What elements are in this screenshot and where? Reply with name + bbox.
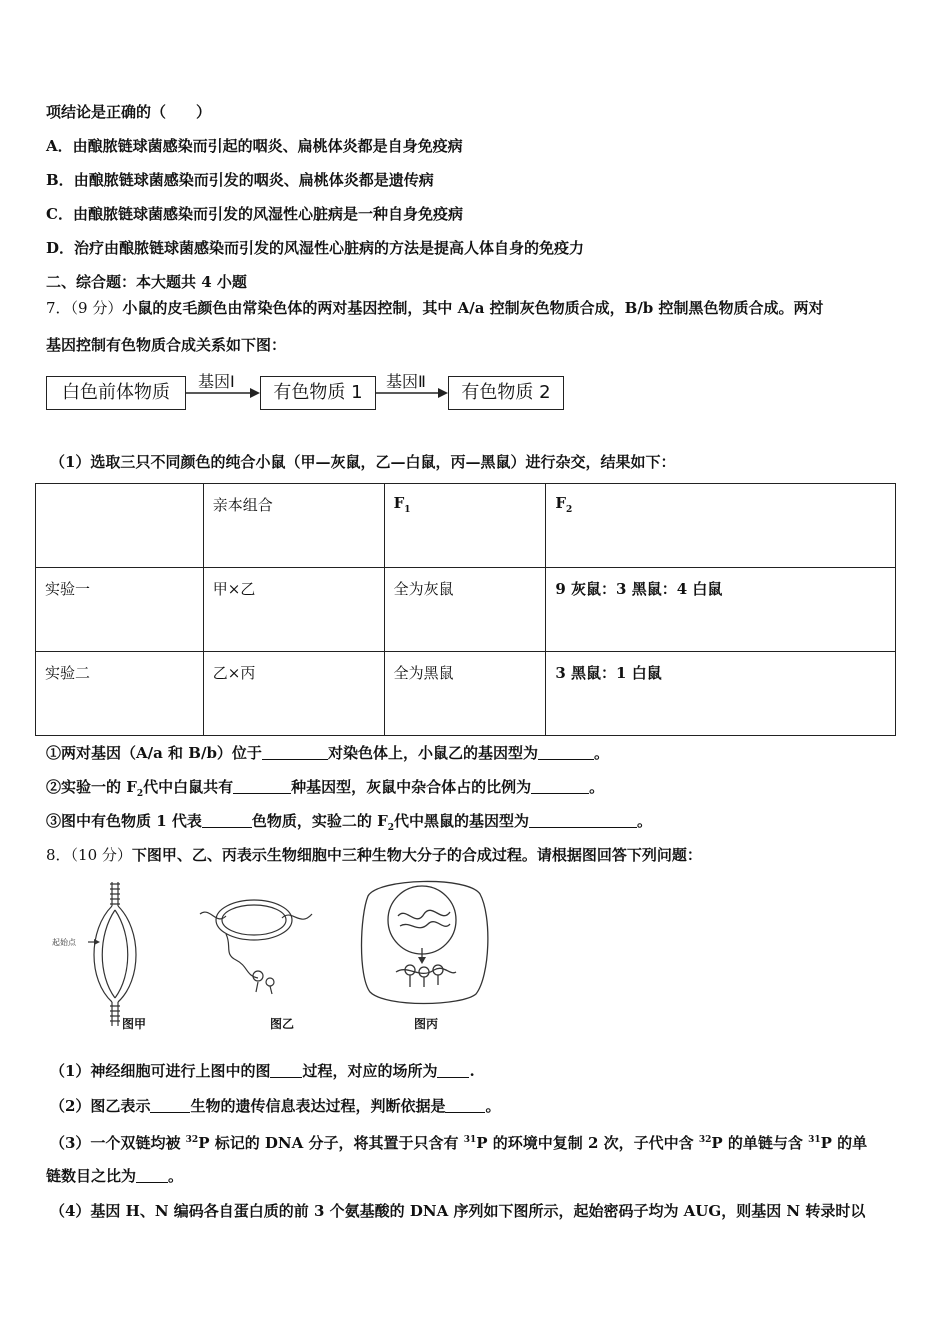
answer-blank[interactable] <box>529 813 637 828</box>
figure-transcription-translation <box>196 884 326 1004</box>
q7-question-2: ②实验一的 $F_2$代中白鼠共有 种基因型，灰鼠中杂合体占的比例为 。 <box>46 778 605 799</box>
q7-sub1-intro: （1）选取三只不同颜色的纯合小鼠（甲—灰鼠，乙—白鼠，丙—黑鼠）进行杂交，结果如下： <box>50 453 676 471</box>
q8-stem: 8．（10 分）下图甲、乙、丙表示生物细胞中三种生物大分子的合成过程。请根据图回答下列问题： <box>46 846 702 864</box>
q8-part-4: （4）基因 H、N 编码各自蛋白质的前 3 个氨基酸的 DNA 序列如下图所示，起始密码子均为 AUG，则基因 N 转录时以 <box>50 1202 866 1220</box>
table-cell: 9 灰鼠：3 黑鼠：4 白鼠 <box>546 568 896 652</box>
flow-label-gene-2: 基因Ⅱ <box>386 372 426 391</box>
table-header-f1: $F_1$ <box>384 484 546 568</box>
q7-question-3: ③图中有色物质 1 代表 色物质，实验二的 $F_2$代中黑鼠的基因型为 。 <box>46 812 653 833</box>
q7-stem-line2: 基因控制有色物质合成关系如下图： <box>46 336 287 354</box>
figure-caption-c: 图丙 <box>414 1017 439 1031</box>
table-cell: 全为灰鼠 <box>384 568 546 652</box>
table-row <box>36 652 896 736</box>
table-cell <box>36 484 204 568</box>
experiment-table <box>35 483 896 736</box>
q8-part-3-line1: （3）一个双链均被 $^{32}$P 标记的 DNA 分子，将其置于只含有 $^{31}$P 的环境中复制 2 次，子代中含 $^{32}$P 的单链与含 $^{31}$P 的单 <box>50 1134 868 1152</box>
flow-arrow-2 <box>376 384 448 404</box>
synthesis-flow-diagram <box>46 370 566 416</box>
q6-option-d: D．治疗由酿脓链球菌感染而引发的风湿性心脏病的方法是提高人体自身的免疫力 <box>46 239 585 257</box>
table-cell: 甲×乙 <box>203 568 384 652</box>
table-header-f2: $F_2$ <box>546 484 896 568</box>
table-cell: 全为黑鼠 <box>384 652 546 736</box>
answer-blank[interactable] <box>202 813 252 828</box>
answer-blank[interactable] <box>538 745 594 760</box>
answer-blank[interactable] <box>136 1168 168 1183</box>
figure-replication <box>48 880 138 1030</box>
q8-part-2: （2）图乙表示 生物的遗传信息表达过程，判断依据是 。 <box>50 1097 501 1115</box>
answer-blank[interactable] <box>445 1098 485 1113</box>
figure-caption-a: 图甲 <box>122 1017 147 1031</box>
q8-part-1: （1）神经细胞可进行上图中的图 过程，对应的场所为 . <box>50 1062 475 1080</box>
macromolecule-synthesis-figures <box>48 876 508 1036</box>
answer-blank[interactable] <box>150 1098 190 1113</box>
table-header-parents: 亲本组合 <box>203 484 384 568</box>
answer-blank[interactable] <box>270 1063 302 1078</box>
q6-option-b: B．由酿脓链球菌感染而引发的咽炎、扁桃体炎都是遗传病 <box>46 171 434 189</box>
section-heading: 二、综合题：本大题共 4 小题 <box>46 273 247 291</box>
figure-eukaryotic-cell <box>358 876 490 1008</box>
answer-blank[interactable] <box>531 779 589 794</box>
answer-blank[interactable] <box>437 1063 469 1078</box>
table-header-row <box>36 484 896 568</box>
table-cell: 实验一 <box>36 568 204 652</box>
table-cell: 实验二 <box>36 652 204 736</box>
figure-caption-b: 图乙 <box>270 1017 295 1031</box>
answer-blank[interactable] <box>233 779 291 794</box>
answer-blank[interactable] <box>262 745 328 760</box>
flow-box-white-precursor: 白色前体物质 <box>46 376 186 410</box>
flow-box-pigment-2: 有色物质 2 <box>448 376 564 410</box>
flow-box-pigment-1: 有色物质 1 <box>260 376 376 410</box>
q7-question-1: ①两对基因（A/a 和 B/b）位于 对染色体上，小鼠乙的基因型为 。 <box>46 744 609 762</box>
q6-option-a: A．由酿脓链球菌感染而引起的咽炎、扁桃体炎都是自身免疫病 <box>46 137 463 155</box>
q6-option-c: C．由酿脓链球菌感染而引发的风湿性心脏病是一种自身免疫病 <box>46 205 463 223</box>
q6-stem-tail: 项结论是正确的（ ） <box>46 103 212 121</box>
table-cell: 3 黑鼠：1 白鼠 <box>546 652 896 736</box>
q8-part-3-line2: 链数目之比为 。 <box>46 1167 184 1185</box>
flow-label-gene-1: 基因Ⅰ <box>198 372 235 391</box>
q7-stem-line1: 7．（9 分）小鼠的皮毛颜色由常染色体的两对基因控制，其中 A/a 控制灰色物质合成，B/b 控制黑色物质合成。两对 <box>46 299 824 317</box>
table-row <box>36 568 896 652</box>
table-cell: 乙×丙 <box>203 652 384 736</box>
origin-label: 起始点 <box>52 938 76 947</box>
flow-arrow-1 <box>186 384 260 404</box>
